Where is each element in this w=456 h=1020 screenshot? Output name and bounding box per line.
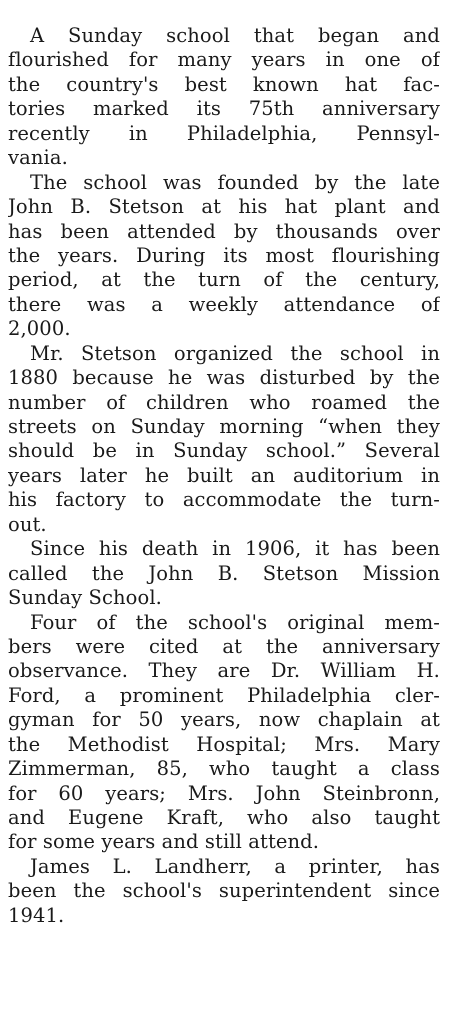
text-line: recently in Philadelphia, Pennsyl- xyxy=(8,121,440,145)
text-line: for some years and still attend. xyxy=(8,830,320,854)
text-line: the Methodist Hospital; Mrs. Mary xyxy=(8,732,440,756)
text-line: James L. Landherr, a printer, has xyxy=(30,854,440,878)
text-line: been the school's superintendent since xyxy=(8,879,440,903)
text-line: 2,000. xyxy=(8,317,71,341)
text-line: out. xyxy=(8,512,47,536)
text-line: his factory to accommodate the turn- xyxy=(8,488,440,512)
text-line: period, at the turn of the century, xyxy=(8,268,440,292)
text-line: has been attended by thousands over xyxy=(8,219,440,243)
text-line: should be in Sunday school.” Several xyxy=(8,439,440,463)
paragraph-4 xyxy=(8,537,440,610)
text-line: number of children who roamed the xyxy=(8,390,440,414)
text-line: observance. They are Dr. William H. xyxy=(8,659,440,683)
text-line: bers were cited at the anniversary xyxy=(8,634,440,658)
text-line: gyman for 50 years, now chaplain at xyxy=(8,708,440,732)
text-line: vania. xyxy=(8,146,68,170)
text-line: 1941. xyxy=(8,903,65,927)
text-line: Four of the school's original mem- xyxy=(30,610,440,634)
paragraph-1 xyxy=(8,24,440,171)
text-line: for 60 years; Mrs. John Steinbronn, xyxy=(8,781,440,805)
text-line: years later he built an auditorium in xyxy=(8,463,440,487)
paragraph-3 xyxy=(8,342,440,538)
text-line: Sunday School. xyxy=(8,586,162,610)
text-line: Ford, a prominent Philadelphia cler- xyxy=(8,683,440,707)
paragraph-2 xyxy=(8,171,440,342)
text-line: there was a weekly attendance of xyxy=(8,292,440,316)
text-line: called the John B. Stetson Mission xyxy=(8,561,440,585)
text-line: and Eugene Kraft, who also taught xyxy=(8,806,440,829)
text-line: the country's best known hat fac- xyxy=(8,72,440,96)
paragraph-6 xyxy=(8,855,440,928)
text-line: A Sunday school that began and xyxy=(30,24,440,47)
text-line: flourished for many years in one of xyxy=(8,48,440,72)
text-line: The school was founded by the late xyxy=(30,170,440,194)
text-line: tories marked its 75th anniversary xyxy=(8,97,440,121)
text-line: Zimmerman, 85, who taught a class xyxy=(8,757,440,781)
text-line: John B. Stetson at his hat plant and xyxy=(8,195,440,219)
paragraph-5 xyxy=(8,611,440,855)
text-line: streets on Sunday morning “when they xyxy=(8,415,440,438)
text-line: Mr. Stetson organized the school in xyxy=(30,341,440,365)
text-line: 1880 because he was disturbed by the xyxy=(8,366,440,390)
text-line: the years. During its most flourishing xyxy=(8,243,440,267)
text-line: Since his death in 1906, it has been xyxy=(30,537,440,561)
